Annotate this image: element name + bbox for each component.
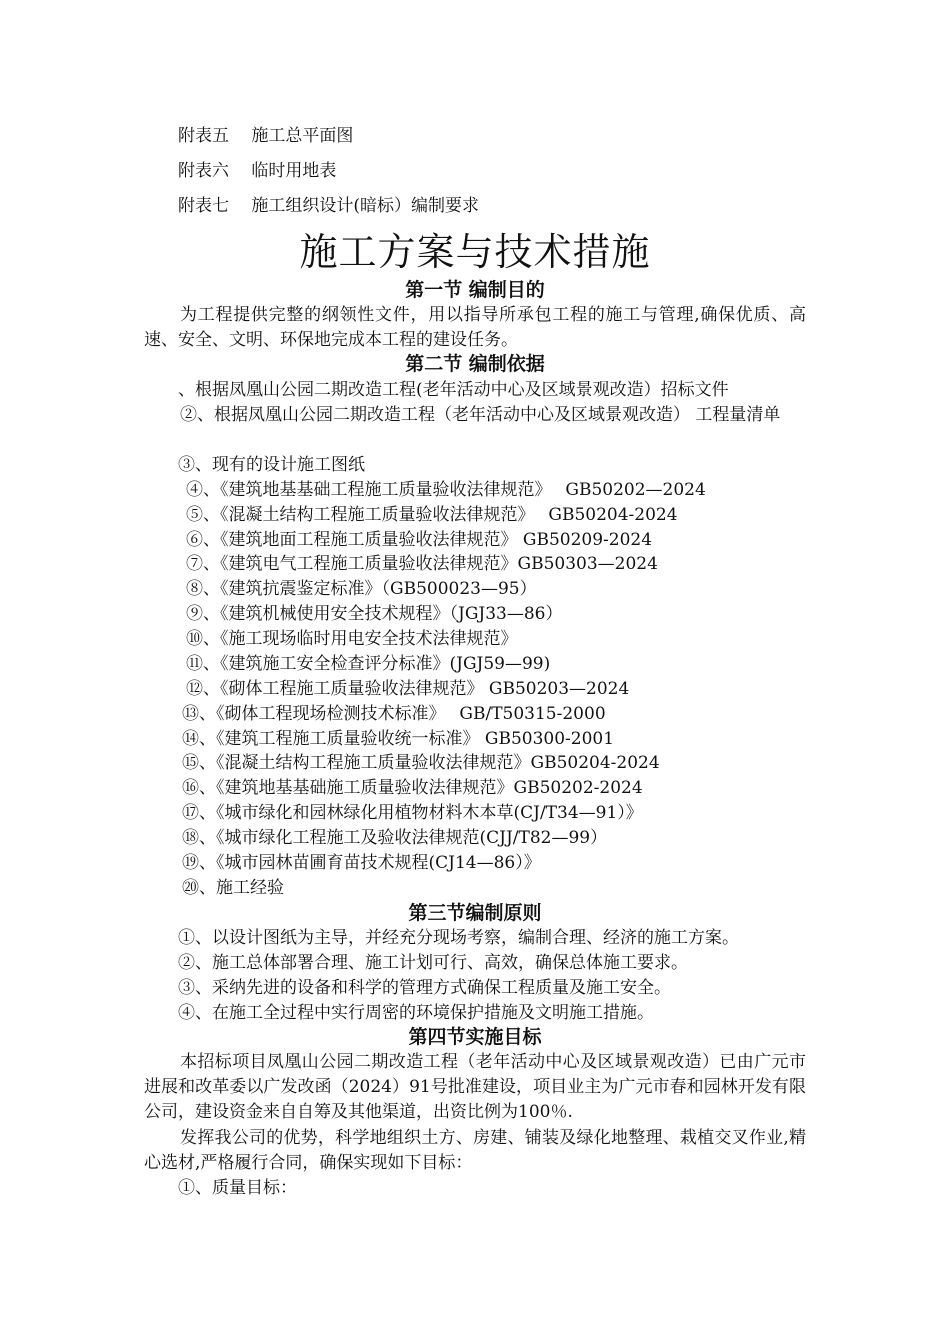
reference-item: ⑨、《建筑机械使用安全技术规程》（JGJ33—86） — [186, 604, 563, 624]
section-4-paragraph-2: 发挥我公司的优势，科学地组织土方、房建、铺装及绿化地整理、栽植交叉作业,精心选材,严格履行合同，确保实现如下目标： — [144, 1128, 806, 1173]
reference-item: ⑭、《建筑工程施工质量验收统一标准》 GB50300-2001 — [182, 729, 615, 749]
section-1-paragraph: 为工程提供完整的纲领性文件，用以指导所承包工程的施工与管理,确保优质、高速、安全、文明、环保地完成本工程的建设任务。 — [144, 305, 806, 350]
basis-item-2: ②、根据凤凰山公园二期改造工程（老年活动中心及区域景观改造） 工程量清单 — [180, 405, 781, 425]
section-4-paragraph-1: 本招标项目凤凰山公园二期改造工程（老年活动中心及区域景观改造）已由广元市进展和改革委以广发改函（2024）91号批准建设，项目业主为广元市春和园林开发有限公司，建设资金来自自筹及其他渠道，出资比例为100％. — [144, 1052, 806, 1122]
appendix-item-7: 附表七 施工组织设计(暗标）编制要求 — [178, 196, 480, 216]
reference-item: ⑬、《砌体工程现场检测技术标准》 GB/T50315-2000 — [182, 704, 606, 724]
reference-item: ⑯、《建筑地基基础施工质量验收法律规范》GB50202-2024 — [182, 778, 643, 798]
reference-item: ⑱、《城市绿化工程施工及验收法律规范(CJJ/T82—99） — [182, 828, 608, 848]
reference-item: ⑮、《混凝土结构工程施工质量验收法律规范》GB50204-2024 — [182, 753, 660, 773]
principle-item: ③、采纳先进的设备和科学的管理方式确保工程质量及施工安全。 — [178, 978, 671, 998]
reference-item: ⑩、《施工现场临时用电安全技术法律规范》 — [186, 629, 518, 649]
appendix-item-6: 附表六 临时用地表 — [178, 161, 337, 181]
principle-item: ④、在施工全过程中实行周密的环境保护措施及文明施工措施。 — [178, 1003, 654, 1023]
section-1-heading: 第一节 编制目的 — [405, 279, 545, 301]
reference-item: ⑤、《混凝土结构工程施工质量验收法律规范》 GB50204-2024 — [186, 505, 678, 525]
reference-item: ⑧、《建筑抗震鉴定标准》（GB500023—95） — [186, 579, 537, 599]
principle-item: ②、施工总体部署合理、施工计划可行、高效，确保总体施工要求。 — [178, 953, 688, 973]
reference-item: ⑪、《建筑施工安全检查评分标准》(JGJ59—99) — [186, 654, 551, 674]
basis-item-3: ③、现有的设计施工图纸 — [178, 455, 365, 475]
appendix-item-5: 附表五 施工总平面图 — [178, 126, 354, 146]
quality-target-item: ①、质量目标： — [178, 1178, 297, 1198]
principle-item: ①、以设计图纸为主导，并经充分现场考察，编制合理、经济的施工方案。 — [178, 928, 739, 948]
basis-item-1: 、根据凤凰山公园二期改造工程(老年活动中心及区域景观改造）招标文件 — [178, 380, 729, 400]
reference-item: ⑦、《建筑电气工程施工质量验收法律规范》GB50303—2024 — [186, 554, 658, 574]
section-2-heading: 第二节 编制依据 — [405, 353, 545, 375]
section-3-heading: 第三节编制原则 — [408, 902, 542, 924]
reference-item: ⑳、施工经验 — [182, 878, 284, 898]
reference-item: ⑫、《砌体工程施工质量验收法律规范》 GB50203—2024 — [186, 679, 630, 699]
reference-item: ⑰、《城市绿化和园林绿化用植物材料木本草(CJ/T34—91）》 — [182, 803, 643, 823]
reference-item: ⑲、《城市园林苗圃育苗技术规程(CJ14—86）》 — [182, 853, 541, 873]
reference-item: ④、《建筑地基基础工程施工质量验收法律规范》 GB50202—2024 — [186, 480, 706, 500]
document-title: 施工方案与技术措施 — [299, 230, 651, 274]
reference-item: ⑥、《建筑地面工程施工质量验收法律规范》 GB50209-2024 — [186, 530, 653, 550]
section-4-heading: 第四节实施目标 — [408, 1026, 542, 1048]
